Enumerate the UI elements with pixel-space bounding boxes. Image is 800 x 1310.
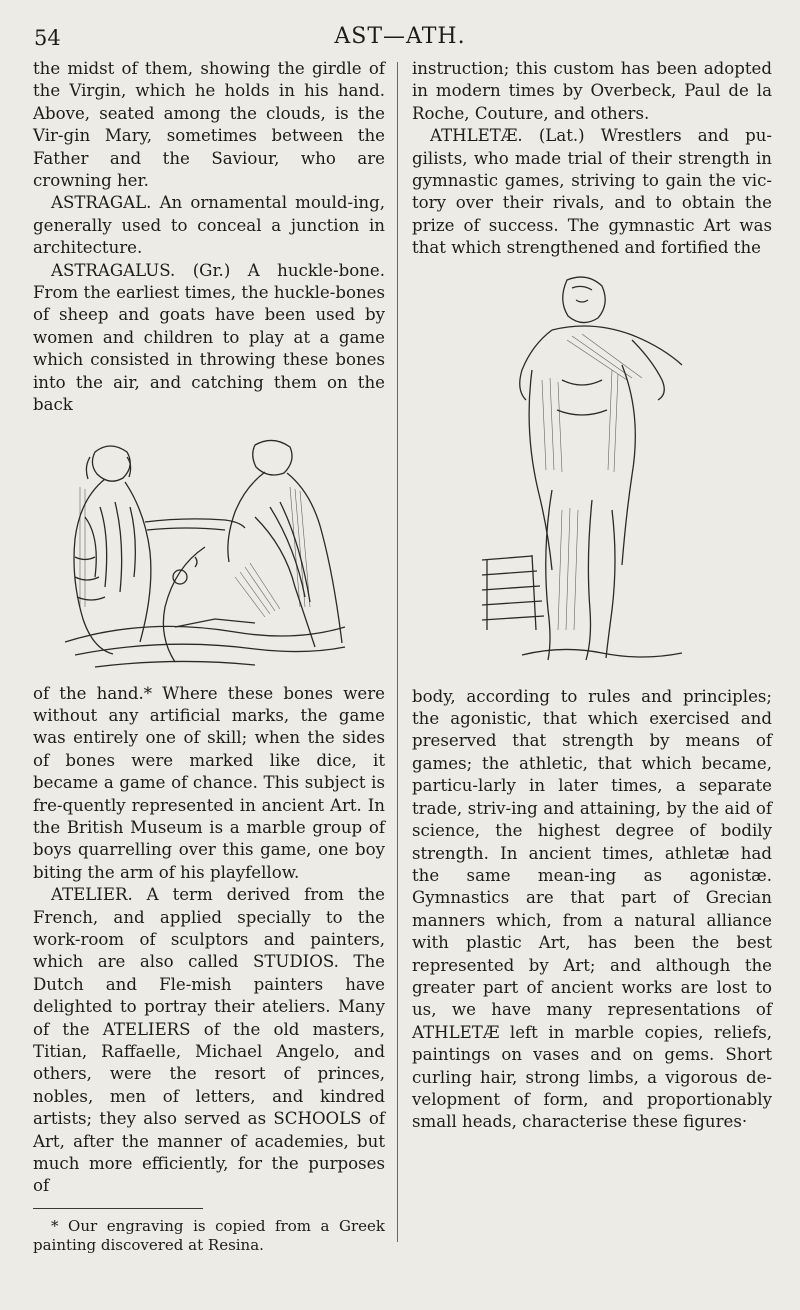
entry-astragalus: ASTRAGALUS. (Gr.) A huckle-bone. From the earliest times, the huckle-bones of sheep and goats have been used by women and children to play at a game which consisted in throwing these bones into the air, and catching them on the back <box>33 260 385 415</box>
column-divider <box>397 62 398 1242</box>
athlete-statue-engraving <box>412 270 772 680</box>
right-column <box>412 58 772 1134</box>
entry-athletae: ATHLETÆ. (Lat.) Wrestlers and pu-gilists, who made trial of their strength in gymnastic games, striving to gain the vic-tory over their rivals, and to obtain the prize of success. The gymnastic Art was that which strengthened and fortified the <box>412 126 772 258</box>
astragalus-engraving-icon <box>55 427 355 677</box>
footnote-rule <box>33 1208 203 1209</box>
astragalus-players-engraving <box>33 427 385 677</box>
entry-atelier: ATELIER. A term derived from the French, and applied specially to the work-room of sculptors and painters, which are also called STUDIOS. The Dutch and Fle-mish painters have delighted to portray their ateliers. Many of the ATELIERS of the old masters, Titian, Raffaelle, Michael Angelo, and others, were the resort of princes, nobles, men of letters, and kindred artists; they also served as SCHOOLS of Art, after the manner of academies, but much more efficiently, for the purposes of <box>33 885 385 1196</box>
page-header <box>34 18 766 54</box>
paragraph-body: body, according to rules and principles; the agonistic, that which exercised and preserved that strength by means of games; the athletic, that which became, particu-larly in later times, a separate trade, striv-ing and attaining, by the aid of science, the highest degree of bodily strength. In ancient times, athletæ had the same mean-ing as agonistæ. Gymnastics are that part of Grecian manners which, from a natural alliance with plastic Art, has been the best represented by Art; and although the greater part of ancient works are lost to us, we have many representations of ATHLETÆ left in marble copies, reliefs, paintings on vases and on gems. Short curling hair, strong limbs, a vigorous de-velopment of form, and proportionably small heads, characterise these figures· <box>412 686 772 1132</box>
footnote: * Our engraving is copied from a Greek painting discovered at Resina. <box>33 1216 385 1254</box>
page-number: 54 <box>34 26 61 50</box>
left-column <box>33 58 385 1255</box>
running-head: AST—ATH. <box>334 24 466 49</box>
athlete-engraving-icon <box>472 270 702 680</box>
paragraph-instruction: instruction; this custom has been adopted in modern times by Overbeck, Paul de la Roche, Couture, and others. <box>412 59 772 123</box>
entry-astragal: ASTRAGAL. An ornamental mould-ing, generally used to conceal a junction in architecture. <box>33 193 385 258</box>
paragraph-virgin: the midst of them, showing the girdle of the Virgin, which he holds in his hand. Above, seated among the clouds, is the Vir-gin Mary, sometimes between the Father and the Saviour, who are crowning her. <box>33 59 385 191</box>
paragraph-game: of the hand.* Where these bones were without any artificial marks, the game was entirely one of skill; when the sides of bones were marked like dice, it became a game of chance. This subject is fre-quently represented in ancient Art. In the British Museum is a marble group of boys quarrelling over this game, one boy biting the arm of his playfellow. <box>33 683 385 882</box>
